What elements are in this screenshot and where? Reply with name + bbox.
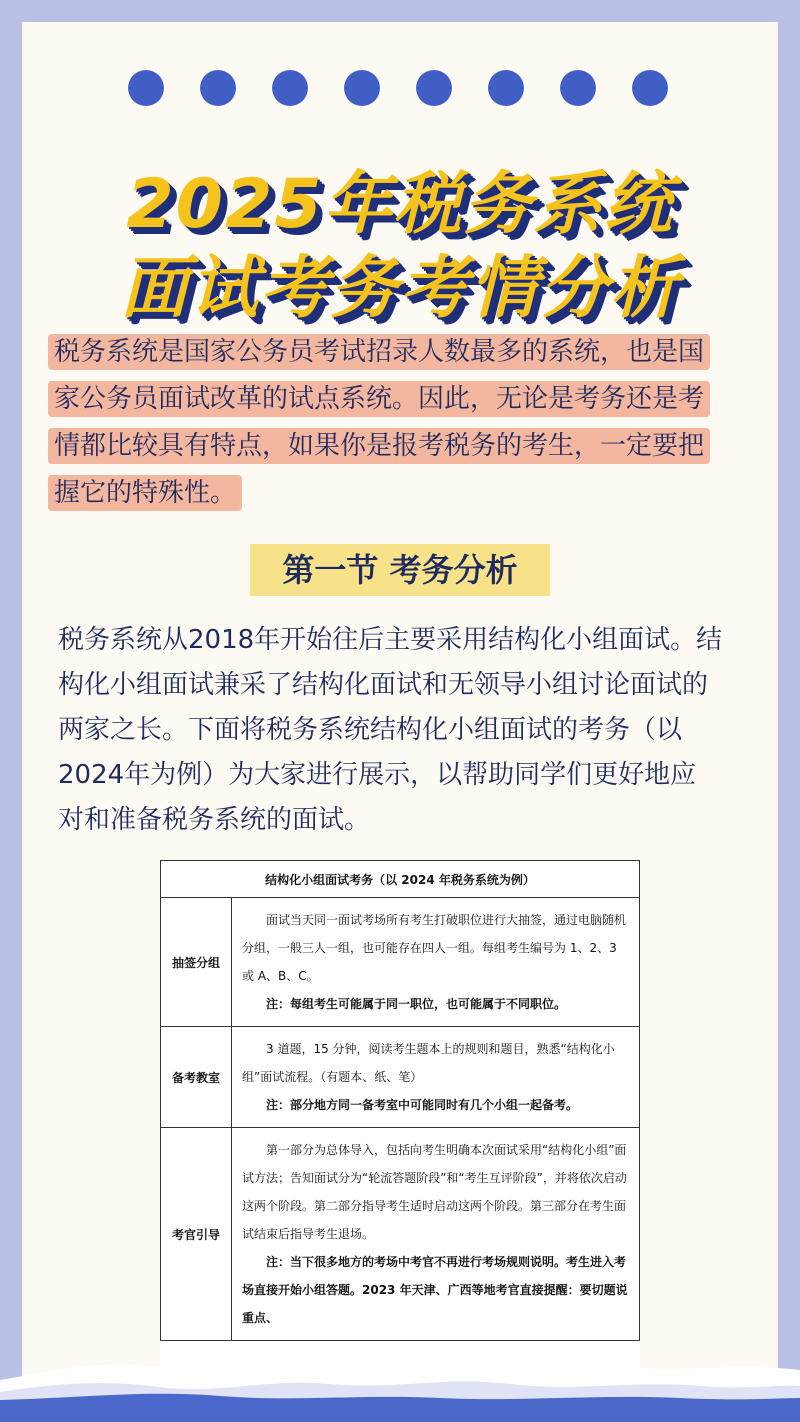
dot-icon	[416, 70, 452, 106]
decorative-dots	[128, 70, 688, 108]
intro-paragraph	[48, 334, 758, 522]
paragraph-line: 对和准备税务系统的面试。	[58, 805, 371, 835]
paragraph-line: 2024年为例）为大家进行展示，以帮助同学们更好地应	[58, 760, 697, 790]
row-note: 注：每组考生可能属于同一职位，也可能属于不同职位。	[266, 997, 567, 1011]
intro-line: 税务系统是国家公务员考试招录人数最多的系统，也是国	[48, 334, 710, 370]
table-row	[161, 1128, 640, 1341]
table-row	[161, 898, 640, 1027]
paragraph-line: 构化小组面试兼采了结构化面试和无领导小组讨论面试的	[58, 670, 709, 700]
row-label: 考官引导	[161, 1128, 232, 1341]
row-note: 注：部分地方同一备考室中可能同时有几个小组一起备考。	[266, 1098, 579, 1112]
dot-icon	[272, 70, 308, 106]
table-title-row	[161, 861, 640, 898]
intro-line: 家公务员面试改革的试点系统。因此，无论是考务还是考	[48, 381, 710, 417]
row-note: 注：当下很多地方的考场中考官不再进行考场规则说明。考生进入考场直接开始小组答题。2023 年天津、广西等地考官直接提醒：要切题说重点、	[242, 1255, 628, 1325]
mountain-decoration	[0, 1340, 800, 1422]
intro-line: 握它的特殊性。	[48, 475, 242, 511]
paragraph-line: 税务系统从2018年开始往后主要采用结构化小组面试。结	[58, 625, 723, 655]
row-text: 3 道题，15 分钟，阅读考生题本上的规则和题目，熟悉“结构化小组”面试流程。（有题本、纸、笔）	[242, 1042, 615, 1084]
row-label: 备考教室	[161, 1027, 232, 1128]
table-row	[161, 1027, 640, 1128]
exam-affairs-table	[160, 860, 640, 1341]
page-title-line1: 2025年税务系统	[126, 165, 674, 244]
page-title-line2: 面试考务考情分析	[119, 249, 680, 328]
paragraph-line: 两家之长。下面将税务系统结构化小组面试的考务（以	[58, 715, 683, 745]
row-content	[232, 1128, 640, 1341]
row-content	[232, 898, 640, 1027]
dot-icon	[344, 70, 380, 106]
dot-icon	[632, 70, 668, 106]
row-text: 第一部分为总体导入，包括向考生明确本次面试采用“结构化小组”面试方法；告知面试分为“轮流答题阶段”和“考生互评阶段”，并将依次启动这两个阶段。第二部分指导考生适时启动这两个阶段。第三部分在考生面试结束后指导考生退场。	[242, 1143, 627, 1241]
row-label: 抽签分组	[161, 898, 232, 1027]
dot-icon	[560, 70, 596, 106]
dot-icon	[128, 70, 164, 106]
row-content	[232, 1027, 640, 1128]
intro-line: 情都比较具有特点，如果你是报考税务的考生，一定要把	[48, 428, 710, 464]
row-text: 面试当天同一面试考场所有考生打破职位进行大抽签，通过电脑随机分组，一般三人一组，也可能存在四人一组。每组考生编号为 1、2、3 或 A、B、C。	[242, 913, 627, 983]
table-title: 结构化小组面试考务（以 2024 年税务系统为例）	[161, 861, 640, 898]
exam-affairs-table-image	[160, 860, 640, 1400]
section-paragraph	[58, 618, 748, 843]
poster-card	[22, 22, 778, 1422]
section-heading: 第一节 考务分析	[250, 544, 550, 596]
dot-icon	[200, 70, 236, 106]
dot-icon	[488, 70, 524, 106]
